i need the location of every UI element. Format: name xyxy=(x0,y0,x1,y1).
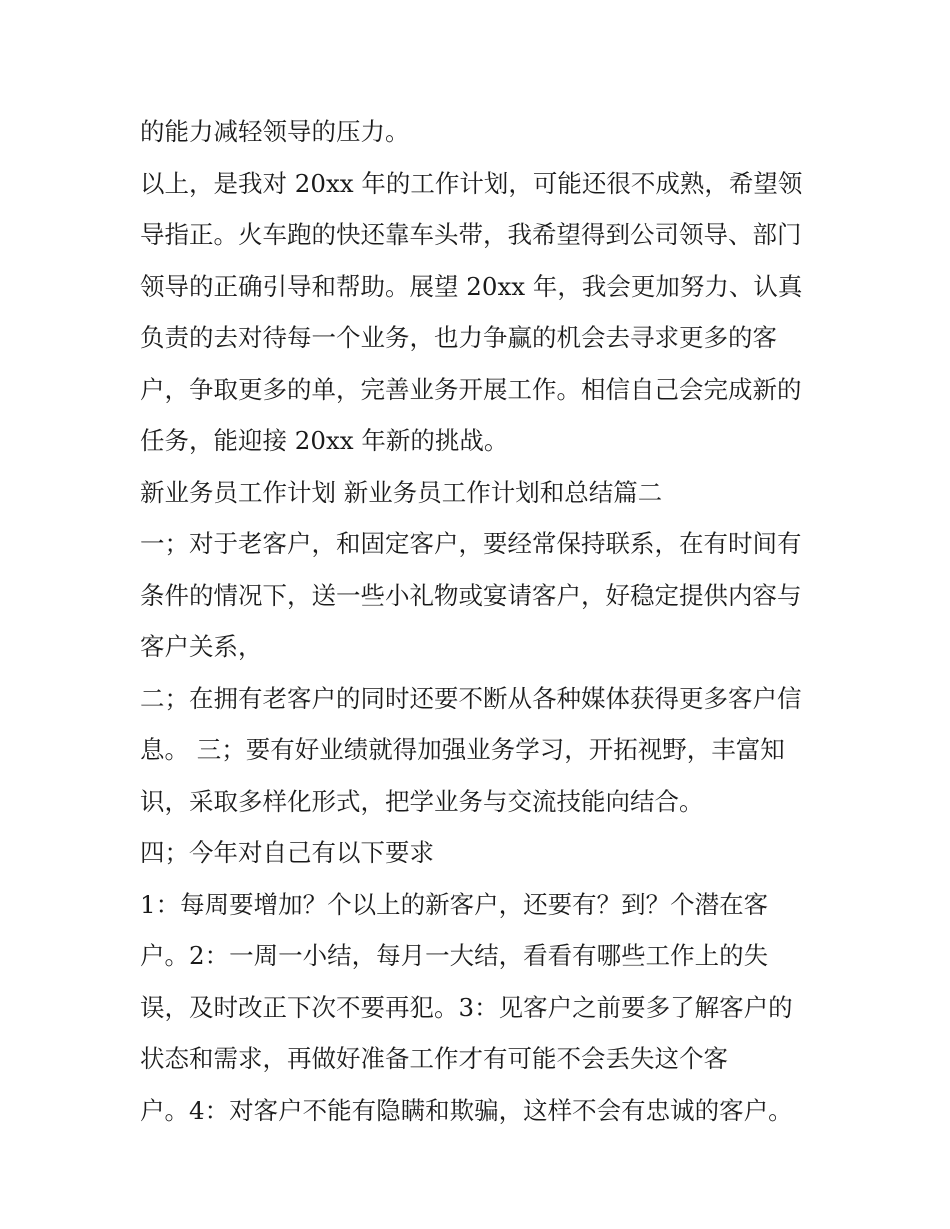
text-line: 负责的去对待每一个业务，也力争赢的机会去寻求更多的客 xyxy=(140,323,777,352)
text-line: 任务，能迎接 20xx 年新的挑战。 xyxy=(140,426,509,455)
text-line: 四；今年对自己有以下要求 xyxy=(140,838,434,867)
text-line: 户。2：一周一小结，每月一大结，看看有哪些工作上的失 xyxy=(140,941,769,970)
text-line: 一；对于老客户，和固定客户，要经常保持联系，在有时间有 xyxy=(140,529,802,558)
text-line: 二；在拥有老客户的同时还要不断从各种媒体获得更多客户信 xyxy=(140,683,802,713)
text-line: 客户关系， xyxy=(140,632,263,661)
text-line: 的能力减轻领导的压力。 xyxy=(140,117,410,146)
text-line: 1：每周要增加？个以上的新客户，还要有？到？个潜在客 xyxy=(140,889,769,919)
text-line: 误，及时改正下次不要再犯。3：见客户之前要多了解客户的 xyxy=(140,992,793,1022)
text-line: 导指正。火车跑的快还靠车头带，我希望得到公司领导、部门 xyxy=(140,220,802,249)
text-line: 户。4：对客户不能有隐瞒和欺骗，这样不会有忠诚的客户。 xyxy=(140,1095,793,1125)
text-line: 以上，是我对 20xx 年的工作计划，可能还很不成熟，希望领 xyxy=(140,168,803,198)
text-line: 识，采取多样化形式，把学业务与交流技能向结合。 xyxy=(140,786,704,816)
document-body xyxy=(140,106,830,1136)
text-line: 条件的情况下，送一些小礼物或宴请客户，好稳定提供内容与 xyxy=(140,580,802,610)
section-heading: 新业务员工作计划 新业务员工作计划和总结篇二 xyxy=(140,477,663,507)
text-line: 户，争取更多的单，完善业务开展工作。相信自己会完成新的 xyxy=(140,374,802,404)
text-line: 息。 三；要有好业绩就得加强业务学习，开拓视野，丰富知 xyxy=(140,735,785,764)
text-line: 领导的正确引导和帮助。展望 20xx 年，我会更加努力、认真 xyxy=(140,271,803,301)
text-line: 状态和需求，再做好准备工作才有可能不会丢失这个客 xyxy=(140,1044,728,1073)
